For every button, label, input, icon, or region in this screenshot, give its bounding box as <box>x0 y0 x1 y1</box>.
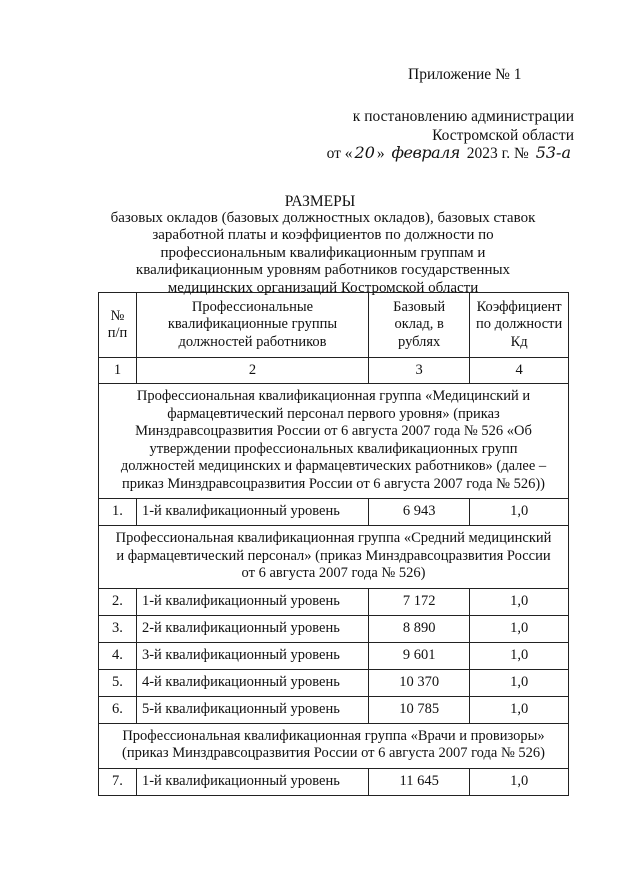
table-row <box>99 615 569 642</box>
row-coefficient: 1,0 <box>470 499 569 526</box>
resolution-date-line <box>327 143 574 163</box>
row-level: 5-й квалификационный уровень <box>136 696 368 723</box>
column-number-row <box>99 358 569 384</box>
table-row <box>99 642 569 669</box>
header-salary: Базовый оклад, в рублях <box>369 293 470 358</box>
column-number: 4 <box>470 358 569 384</box>
resolution-number-handwritten: 53-а <box>535 143 571 162</box>
row-number: 6. <box>99 696 137 723</box>
header-number: № п/п <box>99 293 137 358</box>
row-level: 1-й квалификационный уровень <box>136 588 368 615</box>
row-level: 3-й квалификационный уровень <box>136 642 368 669</box>
salary-table <box>98 292 569 796</box>
document-title: РАЗМЕРЫ <box>284 193 356 210</box>
table-header-row <box>99 293 569 358</box>
row-salary: 9 601 <box>369 642 470 669</box>
row-level: 2-й квалификационный уровень <box>136 615 368 642</box>
row-coefficient: 1,0 <box>470 768 569 795</box>
row-level: 4-й квалификационный уровень <box>136 669 368 696</box>
appendix-label: Приложение № 1 <box>408 66 522 83</box>
resolution-line-1: к постановлению администрации <box>352 108 574 125</box>
group-title: Профессиональная квалификационная группа «Медицинский и фармацевтический персонал первого уровня» (приказ Минздравсоцразвития России от 6 августа 2007 года № 526 «Об утверждении профессиональных квалификационных групп должностей медицинских и фармацевтических работников» (далее – приказ Минздравсоцразвития России от 6 августа 2007 года № 526)) <box>99 384 569 499</box>
date-prefix: от « <box>326 145 353 162</box>
group-heading-row <box>99 723 569 768</box>
row-salary: 11 645 <box>369 768 470 795</box>
row-salary: 7 172 <box>369 588 470 615</box>
row-coefficient: 1,0 <box>470 642 569 669</box>
row-salary: 6 943 <box>369 499 470 526</box>
row-number: 7. <box>99 768 137 795</box>
row-coefficient: 1,0 <box>470 588 569 615</box>
document-subtitle: базовых окладов (базовых должностных окладов), базовых ставок заработной платы и коэффициентов по должности по профессиональным квалификационным группам и квалификационным уровням работников государственных медицинских организаций Костромской области <box>110 210 536 296</box>
column-number: 2 <box>136 358 368 384</box>
date-month-handwritten: февраля <box>391 143 460 162</box>
header-coefficient: Коэффициент по должности Кд <box>470 293 569 358</box>
row-number: 5. <box>99 669 137 696</box>
date-mid: » <box>376 145 389 162</box>
header-group: Профессиональные квалификационные группы должностей работников <box>136 293 368 358</box>
table-row <box>99 669 569 696</box>
resolution-line-2: Костромской области <box>432 127 574 144</box>
row-coefficient: 1,0 <box>470 615 569 642</box>
row-coefficient: 1,0 <box>470 669 569 696</box>
group-heading-row <box>99 384 569 499</box>
row-level: 1-й квалификационный уровень <box>136 768 368 795</box>
date-day-handwritten: 20 <box>354 143 375 162</box>
row-coefficient: 1,0 <box>470 696 569 723</box>
table-row <box>99 768 569 795</box>
row-number: 1. <box>99 499 137 526</box>
group-title: Профессиональная квалификационная группа «Врачи и провизоры» (приказ Минздравсоцразвития России от 6 августа 2007 года № 526) <box>99 723 569 768</box>
row-number: 2. <box>99 588 137 615</box>
column-number: 3 <box>369 358 470 384</box>
table-row <box>99 588 569 615</box>
group-heading-row <box>99 526 569 589</box>
resolution-reference <box>254 107 574 145</box>
table-row <box>99 696 569 723</box>
date-year: 2023 г. № <box>462 145 533 162</box>
row-salary: 8 890 <box>369 615 470 642</box>
group-title: Профессиональная квалификационная группа «Средний медицинский и фармацевтический персонал» (приказ Минздравсоцразвития России от 6 августа 2007 года № 526) <box>99 526 569 589</box>
row-number: 4. <box>99 642 137 669</box>
row-salary: 10 370 <box>369 669 470 696</box>
column-number: 1 <box>99 358 137 384</box>
row-number: 3. <box>99 615 137 642</box>
row-salary: 10 785 <box>369 696 470 723</box>
table-row <box>99 499 569 526</box>
row-level: 1-й квалификационный уровень <box>136 499 368 526</box>
